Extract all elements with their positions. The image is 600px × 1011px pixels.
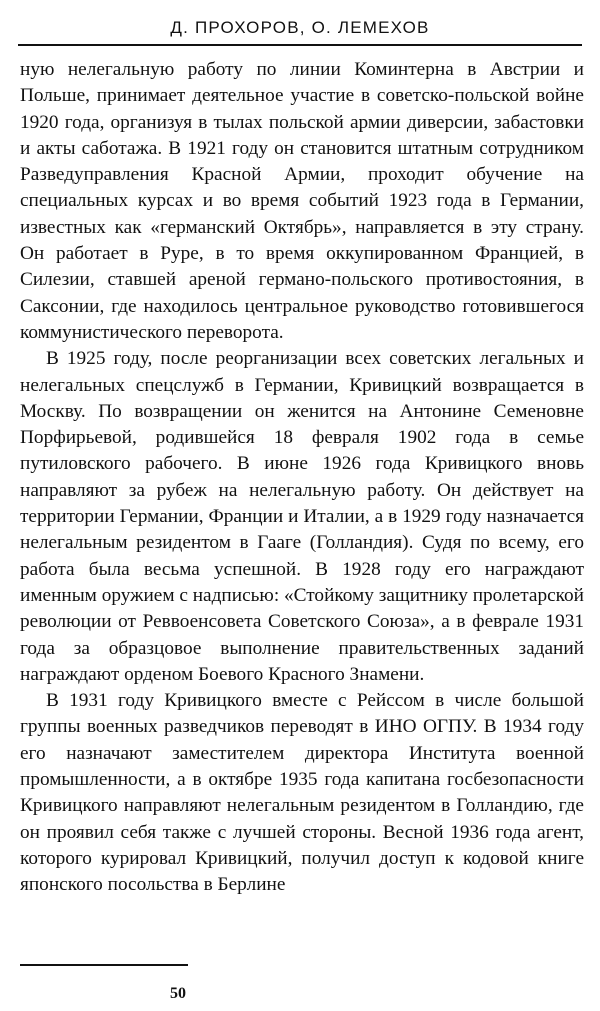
paragraph-3: В 1931 году Кривицкого вместе с Рейссом в числе большой группы военных разведчиков переводят в ИНО ОГПУ. В 1934 году его назначают заместителем директора Института военной промышленности, а в октябре 1935 года капитана госбезопасности Кривицкого направляют нелегальным резидентом в Голландию, где он проявил себя также с лучшей стороны. Весной 1936 года агент, которого курировал Кривицкий, получил доступ к кодовой книге японского посольства в Берлине: [20, 690, 584, 896]
body-text: [20, 57, 584, 899]
paragraph-2: В 1925 году, после реорганизации всех советских легальных и нелегальных спецслужб в Германии, Кривицкий возвращается в Москву. По возвращении он женится на Антонине Семеновне Порфирьевой, родившейся 18 февраля 1902 года в семье путиловского рабочего. В июне 1926 года Кривицкого вновь направляют за рубеж на нелегальную работу. Он действует на территории Германии, Франции и Италии, а в 1929 году назначается нелегальным резидентом в Гааге (Голландия). Судя по всему, его работа была весьма успешной. В 1928 году его награждают именным оружием с надписью: «Стойкому защитнику пролетарской революции от Реввоенсовета Советского Союза», а в феврале 1931 года за образцовое выполнение правительственных заданий награждают орденом Боевого Красного Знамени.: [20, 348, 584, 685]
running-head: Д. ПРОХОРОВ, О. ЛЕМЕХОВ: [170, 18, 430, 37]
footer-rule: [20, 964, 188, 966]
header-rule: [18, 44, 582, 46]
paragraph-1: ную нелегальную работу по линии Коминтерна в Австрии и Польше, принимает деятельное участие в советско-польской войне 1920 года, организуя в тылах польской армии диверсии, забастовки и акты саботажа. В 1921 году он становится штатным сотрудником Разведуправления Красной Армии, проходит обучение на специальных курсах и во время событий 1923 года в Германии, известных как «германский Октябрь», направляется в эту страну. Он работает в Руре, в то время оккупированном Францией, в Силезии, ставшей ареной германо-польского противостояния, в Саксонии, где находилось центральное руководство готовившегося коммунистического переворота.: [20, 59, 584, 343]
page-number: 50: [170, 985, 186, 1002]
